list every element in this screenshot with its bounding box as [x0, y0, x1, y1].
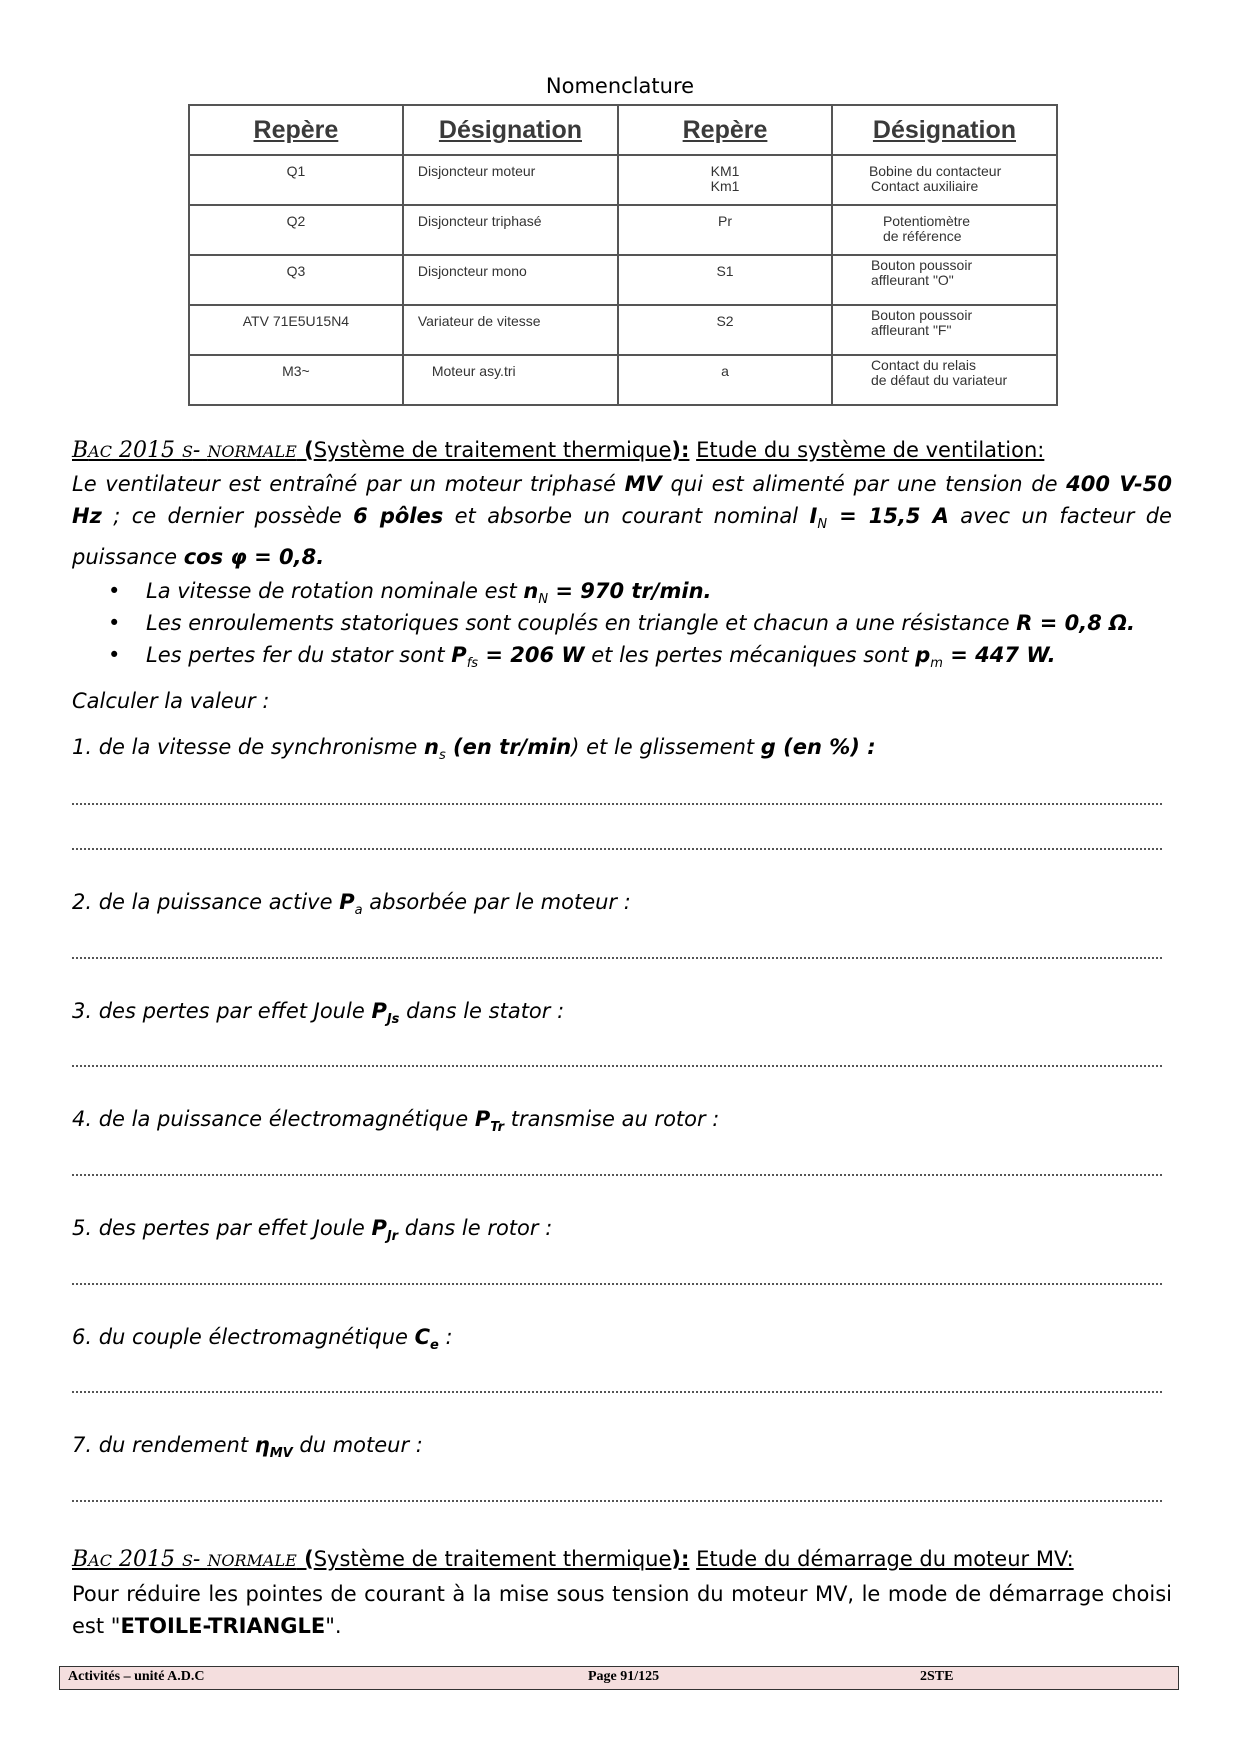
- intro-paragraph: [72, 468, 1172, 573]
- text: :: [859, 735, 876, 759]
- table-cell: affleurant "O": [870, 272, 954, 288]
- table-cell: KM1: [710, 163, 740, 179]
- text: Le ventilateur est entraîné par un moteur triphasé: [72, 472, 625, 496]
- calc-label: Calculer la valeur :: [72, 689, 270, 713]
- subscript: fs: [466, 656, 479, 672]
- table-header: Repère: [618, 105, 832, 155]
- text: 6. du couple électromagnétique: [72, 1325, 415, 1349]
- question-3: [72, 999, 564, 1027]
- table-row: [189, 305, 1057, 355]
- nomenclature-title: Nomenclature: [545, 74, 695, 98]
- unit: (en %): [775, 735, 860, 759]
- question-4: [72, 1107, 719, 1135]
- bac-year: 2015: [111, 438, 182, 463]
- paren-open: (: [296, 1547, 314, 1571]
- symbol: P: [339, 890, 355, 914]
- section1-heading: [72, 438, 1044, 463]
- current-symbol: I: [809, 504, 818, 528]
- bac-s: S: [181, 442, 193, 461]
- symbol: P: [474, 1107, 491, 1131]
- symbol: n: [424, 735, 439, 759]
- symbol: n: [523, 579, 539, 603]
- unit: en tr/min: [462, 735, 572, 759]
- subscript: Js: [386, 1012, 400, 1028]
- bac-year: 2015: [111, 1547, 182, 1572]
- symbol: C: [414, 1325, 431, 1349]
- bac-normale: NORMALE: [207, 1551, 297, 1570]
- page-footer: [59, 1666, 1179, 1690]
- text: et absorbe un courant nominal: [443, 504, 810, 528]
- answer-line[interactable]: [72, 1391, 1162, 1393]
- start-mode: ETOILE-TRIANGLE: [120, 1614, 326, 1638]
- table-cell: Contact du relais: [870, 357, 976, 373]
- table-header: Désignation: [832, 105, 1057, 155]
- subscript: s: [438, 748, 446, 764]
- answer-line[interactable]: [72, 957, 1162, 959]
- table-header: Désignation: [403, 105, 618, 155]
- text: (: [445, 735, 463, 759]
- bac-dash: -: [192, 1547, 208, 1572]
- table-row: [189, 355, 1057, 405]
- symbol: R: [1016, 611, 1033, 635]
- table-cell: Disjoncteur triphasé: [417, 213, 542, 229]
- table-cell: Q2: [286, 213, 306, 229]
- bac-dash: -: [192, 438, 208, 463]
- topic: Etude du système de ventilation:: [696, 438, 1045, 462]
- table-cell: Disjoncteur moteur: [417, 163, 536, 179]
- symbol: P: [451, 643, 467, 667]
- subscript: a: [354, 903, 363, 919]
- text: 4. de la puissance électromagnétique: [72, 1107, 475, 1131]
- page-number: Page 91/125: [588, 1669, 660, 1684]
- text: Les enroulements statoriques sont couplés en triangle et chacun a une résistance: [146, 611, 1017, 635]
- text: avec un facteur de puissance: [72, 504, 1172, 570]
- motor-name: MV: [624, 472, 662, 496]
- table-cell: M3~: [282, 363, 310, 379]
- table-row: [189, 205, 1057, 255]
- answer-line[interactable]: [72, 1174, 1162, 1176]
- voltage-value: 400 V-50 Hz: [72, 472, 1172, 528]
- bac-ac: AC: [88, 442, 112, 461]
- symbol: g: [760, 735, 776, 759]
- question-6: [72, 1325, 453, 1353]
- subscript: MV: [269, 1446, 293, 1462]
- question-7: [72, 1433, 423, 1461]
- text: et les pertes mécaniques sont: [584, 643, 916, 667]
- table-cell: de référence: [882, 228, 962, 244]
- table-cell: Variateur de vitesse: [417, 313, 541, 329]
- bullet-icon: •: [108, 611, 121, 635]
- table-cell: Contact auxiliaire: [870, 178, 979, 194]
- table-cell: affleurant "F": [870, 322, 952, 338]
- bac-b: B: [72, 438, 89, 463]
- text: 3. des pertes par effet Joule: [72, 999, 372, 1023]
- answer-line[interactable]: [72, 1283, 1162, 1285]
- symbol: P: [371, 999, 387, 1023]
- text: 1. de la vitesse de synchronisme: [72, 735, 424, 759]
- text: du moteur :: [292, 1433, 423, 1457]
- table-cell: Bobine du contacteur: [868, 163, 1002, 179]
- symbol: P: [371, 1216, 387, 1240]
- value: = 206 W: [478, 643, 585, 667]
- text: qui est alimenté par une tension de: [661, 472, 1067, 496]
- table-cell: Moteur asy.tri: [431, 363, 516, 379]
- value: = 0,8 Ω.: [1032, 611, 1135, 635]
- system-name: Système de traitement thermique: [313, 438, 672, 462]
- text: 2. de la puissance active: [72, 890, 340, 914]
- text: :: [438, 1325, 453, 1349]
- table-header: Repère: [189, 105, 403, 155]
- current-subscript: N: [817, 517, 828, 533]
- bullet-icon: •: [108, 643, 121, 667]
- text: dans le rotor :: [398, 1216, 553, 1240]
- table-cell: S1: [716, 263, 734, 279]
- subscript: N: [538, 592, 549, 608]
- paren-close: ):: [671, 438, 690, 462]
- table-cell: Pr: [718, 213, 733, 229]
- value: = 447 W.: [942, 643, 1056, 667]
- bac-b: B: [72, 1547, 89, 1572]
- question-2: [72, 890, 631, 918]
- table-row: [189, 155, 1057, 205]
- text: ".: [325, 1614, 342, 1638]
- text: ; ce dernier possède: [101, 504, 354, 528]
- footer-left: Activités – unité A.D.C: [68, 1669, 205, 1684]
- question-1: [72, 735, 876, 763]
- question-5: [72, 1216, 552, 1244]
- subscript: m: [930, 656, 943, 672]
- symbol: η: [254, 1433, 270, 1457]
- bullet-icon: •: [108, 579, 121, 603]
- answer-line[interactable]: [72, 1500, 1162, 1502]
- topic: Etude du démarrage du moteur MV:: [696, 1547, 1074, 1571]
- text: Les pertes fer du stator sont: [146, 643, 452, 667]
- table-cell: Bouton poussoir: [870, 307, 973, 323]
- bac-ac: AC: [88, 1551, 112, 1570]
- current-value: = 15,5 A: [827, 504, 949, 528]
- paren-open: (: [296, 438, 314, 462]
- text: dans le stator :: [399, 999, 565, 1023]
- text: Pour réduire les pointes de courant à la mise sous tension du moteur MV, le mode de démarrage choisi est ": [72, 1582, 1172, 1638]
- text: ) et le glissement: [571, 735, 761, 759]
- answer-line[interactable]: [72, 848, 1162, 850]
- table-cell: S2: [716, 313, 734, 329]
- table-cell: Bouton poussoir: [870, 257, 973, 273]
- text: La vitesse de rotation nominale est: [146, 579, 524, 603]
- table-cell: Km1: [710, 178, 740, 194]
- text: transmise au rotor :: [504, 1107, 720, 1131]
- table-cell: ATV 71E5U15N4: [242, 313, 350, 329]
- poles-value: 6 pôles: [353, 504, 444, 528]
- text: 7. du rendement: [72, 1433, 255, 1457]
- answer-line[interactable]: [72, 803, 1162, 805]
- text: 5. des pertes par effet Joule: [72, 1216, 372, 1240]
- value: = 970 tr/min.: [548, 579, 712, 603]
- bac-normale: NORMALE: [207, 442, 297, 461]
- table-cell: de défaut du variateur: [870, 372, 1008, 388]
- nomenclature-table: [188, 104, 1058, 406]
- table-cell: Q3: [286, 263, 306, 279]
- table-row: [189, 255, 1057, 305]
- subscript: e: [430, 1338, 439, 1354]
- paren-close: ):: [671, 1547, 690, 1571]
- table-cell: Potentiomètre: [882, 213, 971, 229]
- subscript: Jr: [386, 1229, 399, 1245]
- table-cell: a: [721, 363, 729, 379]
- power-factor: cos φ = 0,8.: [183, 545, 325, 570]
- system-name: Système de traitement thermique: [313, 1547, 672, 1571]
- table-cell: Q1: [286, 163, 306, 179]
- section2-paragraph: [72, 1578, 1172, 1642]
- section2-heading: [72, 1547, 1074, 1572]
- table-cell: Disjoncteur mono: [417, 263, 527, 279]
- footer-right: 2STE: [920, 1669, 954, 1684]
- bac-s: S: [181, 1551, 193, 1570]
- symbol: p: [915, 643, 931, 667]
- text: absorbée par le moteur :: [362, 890, 631, 914]
- answer-line[interactable]: [72, 1065, 1162, 1067]
- subscript: Tr: [490, 1120, 505, 1136]
